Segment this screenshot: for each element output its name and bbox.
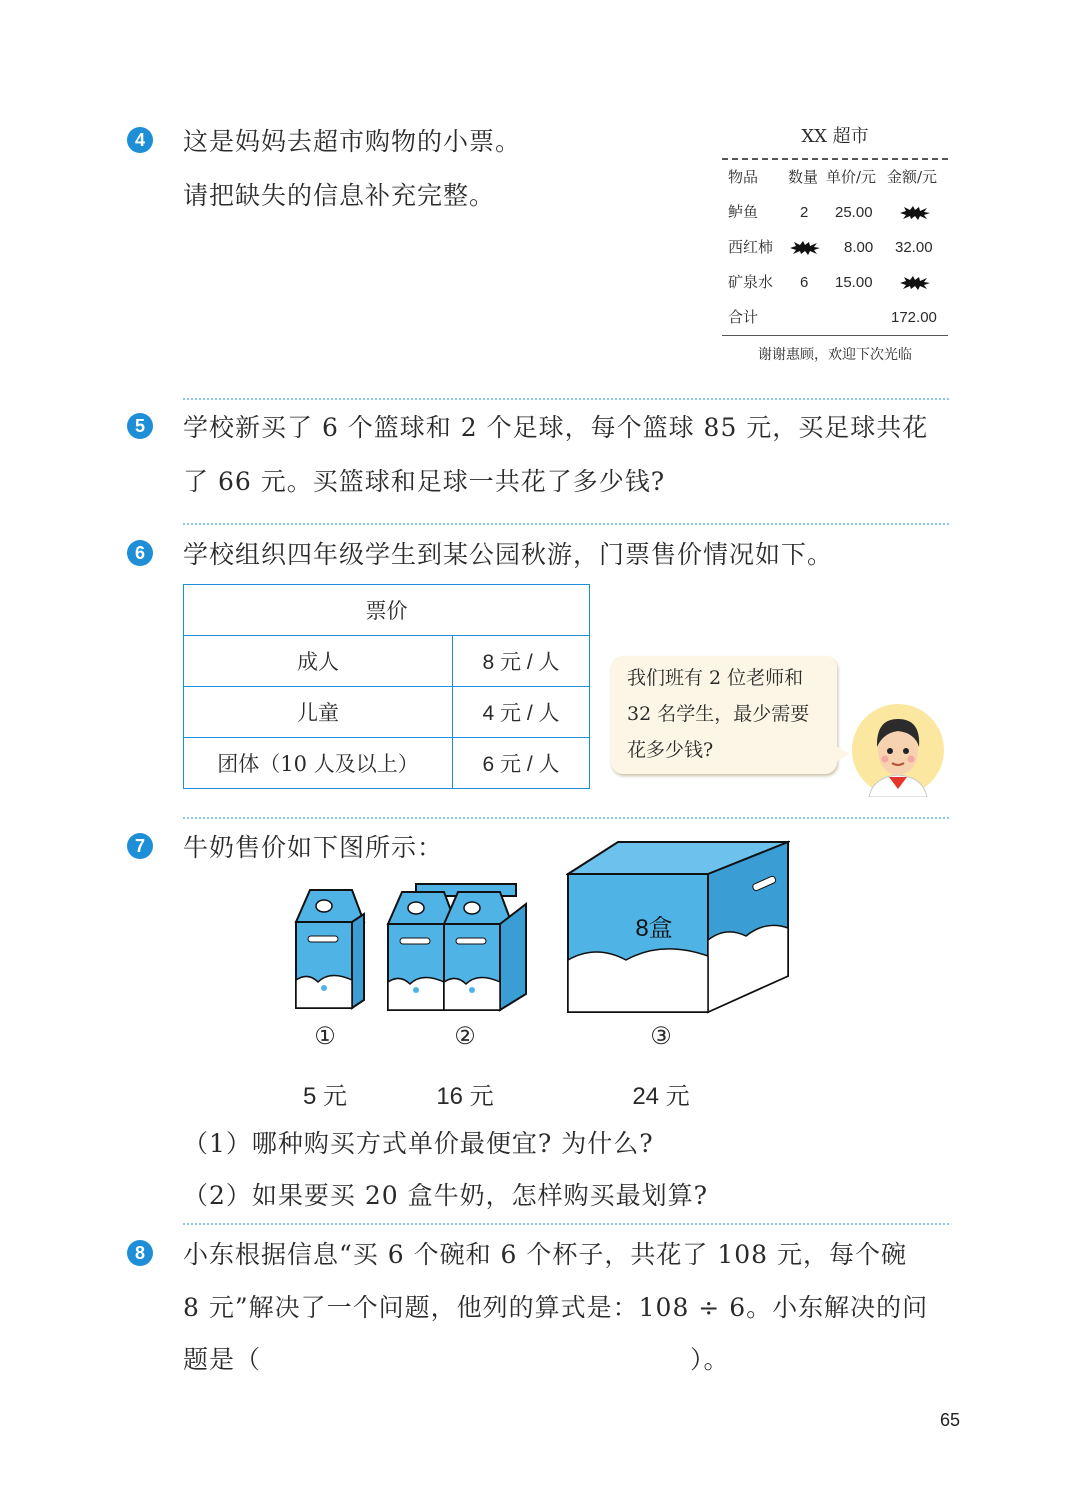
bubble-line: 我们班有 2 位老师和 (627, 667, 804, 689)
option-price: 24 元 (632, 1083, 690, 1110)
question-5-badge: 5 (127, 413, 153, 439)
q5-text-line1: 学校新买了 6 个篮球和 2 个足球，每个篮球 85 元，买足球共花 (183, 413, 929, 442)
receipt-row (722, 195, 948, 230)
boy-avatar-icon (851, 703, 945, 797)
receipt-title: XX 超市 (801, 126, 869, 147)
ticket-price: 8 元 / 人 (453, 636, 590, 687)
bubble-line: 花多少钱? (627, 739, 714, 761)
option-mark: ③ (650, 1022, 672, 1050)
option-mark: ① (314, 1022, 336, 1050)
milk-box (566, 840, 790, 1014)
q7-sub-question-1: （1）哪种购买方式单价最便宜? 为什么? (183, 1129, 654, 1158)
separator (183, 523, 949, 525)
q8-text-line2: 8 元”解决了一个问题，他列的算式是：108 ÷ 6。小东解决的问 (183, 1293, 929, 1322)
question-8-badge: 8 (127, 1240, 153, 1266)
separator (183, 817, 949, 819)
ink-blot-icon (900, 268, 930, 303)
receipt-thanks: 谢谢惠顾，欢迎下次光临 (758, 347, 912, 363)
separator (183, 398, 949, 400)
question-4-badge: 4 (127, 127, 153, 153)
ticket-table-header: 票价 (184, 585, 590, 636)
ticket-type: 成人 (184, 636, 453, 687)
receipt-item: 西红柿 (728, 238, 774, 256)
milk-box-label: 8盒 (635, 915, 673, 942)
receipt-item: 矿泉水 (728, 273, 774, 291)
q8-text-line3-start: 题是（ (183, 1345, 262, 1374)
receipt-header-qty: 数量 (788, 168, 819, 186)
question-6-badge: 6 (127, 540, 153, 566)
receipt-header-row (722, 160, 948, 195)
q4-text-line1: 这是妈妈去超市购物的小票。 (183, 127, 522, 156)
receipt-price: 15.00 (835, 274, 873, 291)
receipt-total-label: 合计 (728, 308, 759, 326)
bubble-line: 32 名学生，最少需要 (627, 703, 810, 725)
receipt-row (722, 230, 948, 265)
receipt-qty: 6 (800, 274, 809, 291)
q4-text-line2: 请把缺失的信息补充完整。 (183, 181, 496, 210)
ink-blot-icon (900, 198, 930, 233)
receipt-price: 8.00 (844, 239, 874, 256)
receipt-header-item: 物品 (728, 168, 759, 186)
receipt (722, 122, 948, 364)
receipt-price: 25.00 (835, 204, 873, 221)
receipt-qty: 2 (800, 204, 809, 221)
ticket-price-table (183, 584, 590, 789)
ticket-price: 4 元 / 人 (453, 687, 590, 738)
receipt-total-value: 172.00 (891, 309, 937, 326)
ticket-price: 6 元 / 人 (453, 738, 590, 789)
receipt-header-price: 单价/元 (826, 168, 877, 186)
milk-carton-pack-icon (386, 882, 532, 1014)
page-number: 65 (940, 1410, 961, 1430)
q8-text-line1: 小东根据信息“买 6 个碗和 6 个杯子，共花了 108 元，每个碗 (183, 1240, 907, 1269)
receipt-amount: 32.00 (895, 239, 933, 256)
speech-bubble (611, 656, 837, 774)
ticket-type: 团体（10 人及以上） (184, 738, 453, 789)
q8-answer-blank-end: ）。 (690, 1345, 730, 1374)
ink-blot-icon (790, 233, 820, 268)
receipt-header-amount: 金额/元 (887, 168, 938, 186)
separator (183, 1223, 949, 1225)
option-price: 16 元 (436, 1083, 494, 1110)
milk-carton-icon (290, 884, 368, 1012)
receipt-total-row (722, 300, 948, 335)
receipt-row (722, 265, 948, 300)
q7-text-line1: 牛奶售价如下图所示： (183, 833, 444, 862)
option-price: 5 元 (302, 1083, 347, 1110)
q5-text-line2: 了 66 元。买篮球和足球一共花了多少钱? (183, 467, 666, 496)
ticket-type: 儿童 (184, 687, 453, 738)
option-mark: ② (454, 1022, 476, 1050)
q6-text-line1: 学校组织四年级学生到某公园秋游，门票售价情况如下。 (183, 540, 834, 569)
receipt-item: 鲈鱼 (728, 203, 759, 221)
q7-sub-question-2: （2）如果要买 20 盒牛奶，怎样购买最划算? (183, 1181, 709, 1210)
receipt-divider-bottom (722, 335, 948, 336)
question-7-badge: 7 (127, 833, 153, 859)
speech-bubble-tail (832, 744, 850, 764)
